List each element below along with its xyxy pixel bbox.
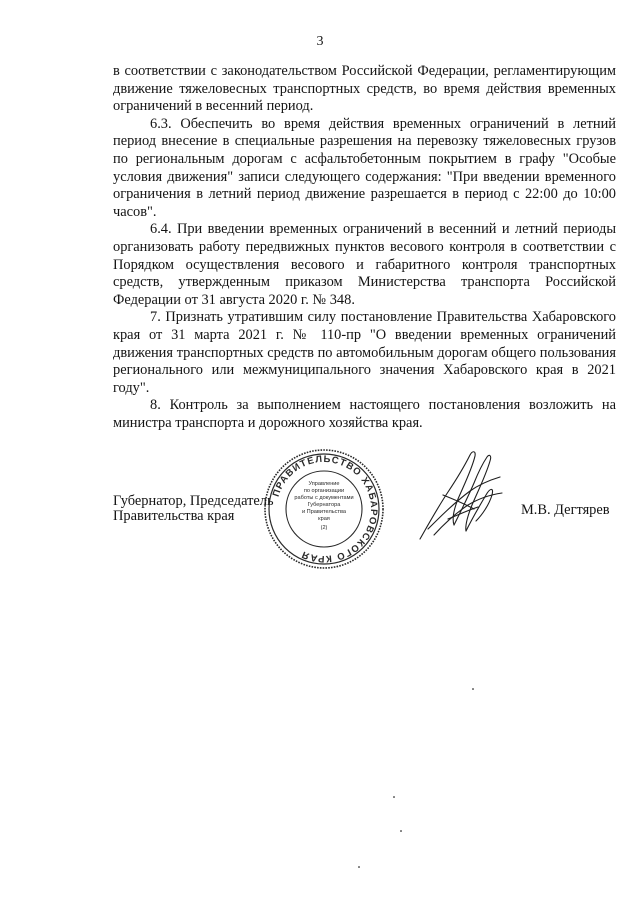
signer-name: М.В. Дегтярев (521, 502, 610, 518)
seal-center-line: по организации (303, 488, 345, 494)
signature-block (0, 447, 640, 577)
paragraph-6-4: 6.4. При введении временных ограничений в весенний и летний периоды организовать работу передвижных пунктов весового контроля в соответствии с Порядком осуществления весового и габаритного контроля транспортных средств, утвержденным приказом Министерства транспорта Российской Федерации от 31 августа 2020 г. № 348. (113, 221, 616, 308)
handwritten-signature (408, 447, 508, 545)
seal-center-line: Губернатора (307, 502, 341, 508)
signer-title-line: Губернатор, Председатель (113, 493, 274, 509)
document-body (113, 63, 616, 432)
scan-speck (393, 796, 395, 798)
scan-speck (400, 830, 402, 832)
official-seal-stamp (262, 447, 386, 571)
seal-center-line: работы с документами (294, 495, 354, 501)
seal-center-line: Управление (308, 481, 340, 487)
scan-speck (472, 688, 474, 690)
paragraph-8: 8. Контроль за выполнением настоящего постановления возложить на министра транспорта и дорожного хозяйства края. (113, 397, 616, 431)
page-number: 3 (316, 34, 324, 49)
seal-center-line: (2) (320, 525, 328, 531)
seal-center-line: и Правительства (302, 509, 346, 515)
signer-title (113, 494, 274, 524)
paragraph-7: 7. Признать утратившим силу постановление Правительства Хабаровского края от 31 марта 2021 г. № 110-пр "О введении временных ограничений движения транспортных средств по автомобильным дорогам общего пользования регионального или межмуниципального значения Хабаровского края в 2021 году". (113, 309, 616, 396)
signer-title-line: Правительства края (113, 508, 235, 524)
seal-ring-text: ПРАВИТЕЛЬСТВО ХАБАРОВСКОГО КРАЯ (270, 453, 380, 565)
scan-speck (358, 866, 360, 868)
paragraph-6-3: 6.3. Обеспечить во время действия временных ограничений в летний период внесение в специальные разрешения на перевозку тяжеловесных грузов по региональным дорогам с асфальтобетонным покрытием в графу "Особые условия движения" записи следующего содержания: "При введении временного ограничения в летний период движение разрешается в период с 22:00 до 10:00 часов". (113, 115, 616, 220)
paragraph-continuation: в соответствии с законодательством Российской Федерации, регламентирующим движение тяжеловесных транспортных средств, во время действия временных ограничений в весенний период. (113, 63, 616, 115)
seal-center-line: края (318, 516, 330, 522)
